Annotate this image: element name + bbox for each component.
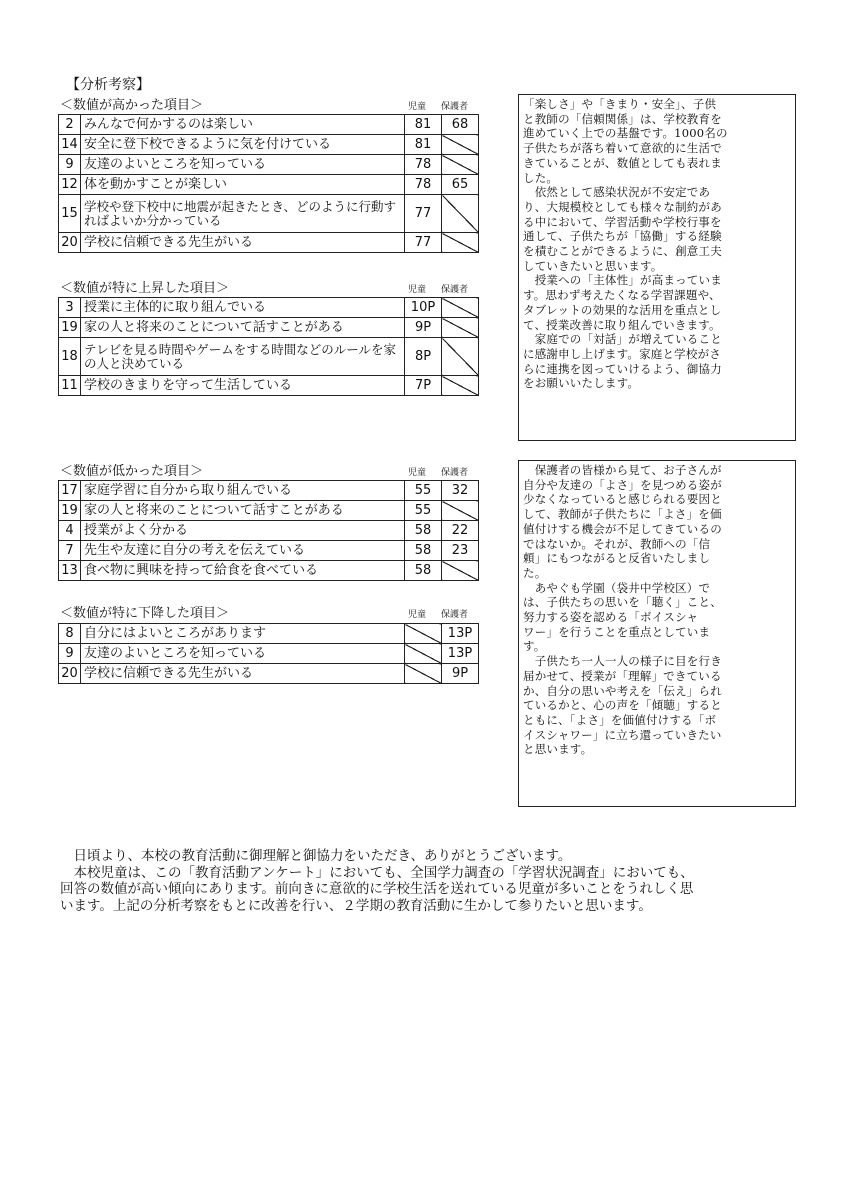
item-number: 11: [59, 376, 81, 396]
item-number: 7: [59, 541, 81, 561]
child-value: 58: [405, 541, 442, 561]
child-value: 58: [405, 521, 442, 541]
empty-cell-slash: [442, 195, 479, 233]
guardian-value: 23: [442, 541, 479, 561]
item-text: 授業がよく分かる: [81, 521, 405, 541]
child-value: 8P: [405, 338, 442, 376]
item-text: 食べ物に興味を持って給食を食べている: [81, 561, 405, 581]
item-number: 9: [59, 155, 81, 175]
item-text: 安全に登下校できるように気を付けている: [81, 135, 405, 155]
item-text: 学校や登下校中に地震が起きたとき、どのように行動すればよいか分かっている: [81, 195, 405, 233]
item-text: テレビを見る時間やゲームをする時間などのルールを家の人と決めている: [81, 338, 405, 376]
high-guardian-col-header: 保護者: [441, 102, 469, 112]
guardian-value: 68: [442, 115, 479, 135]
item-number: 19: [59, 318, 81, 338]
empty-cell-slash: [442, 233, 479, 253]
comment-box-bottom: 保護者の皆様から見て、お子さんが 自分や友達の「よさ」を見つめる姿が 少なくなっていると感じられる要因と して、教師が子供たちに「よさ」を価 値付けする機会が不足してきているの ではないか。それが、教師への「信 頼」にもつながると反省いたしまし た。 あやぐも学園（袋井中学校区）で は、子供たちの思いを「聴く」こと、 努力する姿を認める「ボイスシャ ワー」を行うことを重点としていま す。 子供たち一人一人の様子に目を行き 届かせて、授業が「理解」できている か、自分の思いや考えを「伝え」られ ているかと、心の声を「傾聴」すると ともに、「よさ」を価値付けする「ボ イスシャワー」に立ち還っていきたい と思います。: [518, 460, 796, 807]
table-row: [59, 644, 479, 664]
table-row: [59, 338, 479, 376]
fall-child-col-header: 児童: [408, 610, 427, 620]
item-number: 17: [59, 481, 81, 501]
rise-items-table: [58, 297, 479, 396]
child-value: 77: [405, 195, 442, 233]
item-number: 2: [59, 115, 81, 135]
item-number: 8: [59, 624, 81, 644]
child-value: 58: [405, 561, 442, 581]
child-value: 77: [405, 233, 442, 253]
low-items-table: [58, 480, 479, 581]
item-number: 13: [59, 561, 81, 581]
empty-cell-slash: [442, 298, 479, 318]
item-number: 15: [59, 195, 81, 233]
empty-cell-slash: [405, 664, 442, 684]
table-row: [59, 318, 479, 338]
item-text: 自分にはよいところがあります: [81, 624, 405, 644]
table-row: [59, 135, 479, 155]
item-text: 授業に主体的に取り組んでいる: [81, 298, 405, 318]
table-row: [59, 376, 479, 396]
child-value: 9P: [405, 318, 442, 338]
table-row: [59, 155, 479, 175]
item-text: 家庭学習に自分から取り組んでいる: [81, 481, 405, 501]
item-text: 友達のよいところを知っている: [81, 644, 405, 664]
empty-cell-slash: [442, 318, 479, 338]
low-child-col-header: 児童: [408, 468, 427, 478]
empty-cell-slash: [442, 135, 479, 155]
item-number: 18: [59, 338, 81, 376]
item-text: 家の人と将来のことについて話すことがある: [81, 318, 405, 338]
child-value: 78: [405, 155, 442, 175]
high-child-col-header: 児童: [408, 102, 427, 112]
guardian-value: 32: [442, 481, 479, 501]
child-value: 81: [405, 115, 442, 135]
item-number: 20: [59, 233, 81, 253]
fall-items-title: ＜数値が特に下降した項目＞: [60, 606, 230, 621]
table-row: [59, 664, 479, 684]
table-row: [59, 115, 479, 135]
empty-cell-slash: [442, 155, 479, 175]
item-number: 12: [59, 175, 81, 195]
rise-child-col-header: 児童: [408, 285, 427, 295]
table-row: [59, 624, 479, 644]
table-row: [59, 195, 479, 233]
high-items-table: [58, 114, 479, 253]
item-text: みんなで何かするのは楽しい: [81, 115, 405, 135]
table-row: [59, 175, 479, 195]
empty-cell-slash: [405, 644, 442, 664]
low-guardian-col-header: 保護者: [441, 468, 469, 478]
fall-guardian-col-header: 保護者: [441, 610, 469, 620]
item-number: 9: [59, 644, 81, 664]
child-value: 55: [405, 481, 442, 501]
rise-guardian-col-header: 保護者: [441, 285, 469, 295]
item-number: 19: [59, 501, 81, 521]
guardian-value: 65: [442, 175, 479, 195]
item-text: 体を動かすことが楽しい: [81, 175, 405, 195]
table-row: [59, 561, 479, 581]
item-text: 先生や友達に自分の考えを伝えている: [81, 541, 405, 561]
guardian-value: 9P: [442, 664, 479, 684]
item-text: 学校のきまりを守って生活している: [81, 376, 405, 396]
guardian-value: 13P: [442, 624, 479, 644]
child-value: 81: [405, 135, 442, 155]
table-row: [59, 501, 479, 521]
empty-cell-slash: [405, 624, 442, 644]
item-number: 3: [59, 298, 81, 318]
item-text: 学校に信頼できる先生がいる: [81, 664, 405, 684]
fall-items-table: [58, 623, 479, 684]
empty-cell-slash: [442, 561, 479, 581]
table-row: [59, 541, 479, 561]
child-value: 10P: [405, 298, 442, 318]
item-text: 学校に信頼できる先生がいる: [81, 233, 405, 253]
table-row: [59, 233, 479, 253]
child-value: 7P: [405, 376, 442, 396]
empty-cell-slash: [442, 338, 479, 376]
guardian-value: 22: [442, 521, 479, 541]
comment-box-top: 「楽しさ」や「きまり・安全」、子供 と教師の「信頼関係」は、学校教育を 進めていく上での基盤です。1000名の 子供たちが落ち着いて意欲的に生活で きていることが、数値としても表れま した。 依然として感染状況が不安定であ り、大規模校としても様々な制約があ る中において、学習活動や学校行事を 通して、子供たちが「協働」する経験 を積むことができるように、創意工夫 していきたいと思います。 授業への「主体性」が高まっていま す。思わず考えたくなる学習課題や、 タブレットの効果的な活用を重点とし て、授業改善に取り組んでいきます。 家庭での「対話」が増えていること に感謝申し上げます。家庭と学校がさ らに連携を図っていけるよう、御協力 をお願いいたします。: [518, 94, 796, 441]
table-row: [59, 298, 479, 318]
item-number: 14: [59, 135, 81, 155]
item-text: 友達のよいところを知っている: [81, 155, 405, 175]
section-title: 【分析考察】: [66, 77, 150, 93]
child-value: 55: [405, 501, 442, 521]
empty-cell-slash: [442, 376, 479, 396]
item-number: 20: [59, 664, 81, 684]
table-row: [59, 521, 479, 541]
empty-cell-slash: [442, 501, 479, 521]
closing-paragraph: 日頃より、本校の教育活動に御理解と御協力をいただき、ありがとうございます。 本校児童は、この「教育活動アンケート」においても、全国学力調査の「学習状況調査」においても、 回答の数値が高い傾向にあります。前向きに意欲的に学校生活を送れている児童が多いことをうれしく思 います。上記の分析考察をもとに改善を行い、２学期の教育活動に生かして参りたいと思います。: [60, 848, 694, 914]
rise-items-title: ＜数値が特に上昇した項目＞: [60, 281, 230, 296]
item-number: 4: [59, 521, 81, 541]
table-row: [59, 481, 479, 501]
high-items-title: ＜数値が高かった項目＞: [60, 98, 204, 113]
item-text: 家の人と将来のことについて話すことがある: [81, 501, 405, 521]
low-items-title: ＜数値が低かった項目＞: [60, 464, 204, 479]
child-value: 78: [405, 175, 442, 195]
guardian-value: 13P: [442, 644, 479, 664]
